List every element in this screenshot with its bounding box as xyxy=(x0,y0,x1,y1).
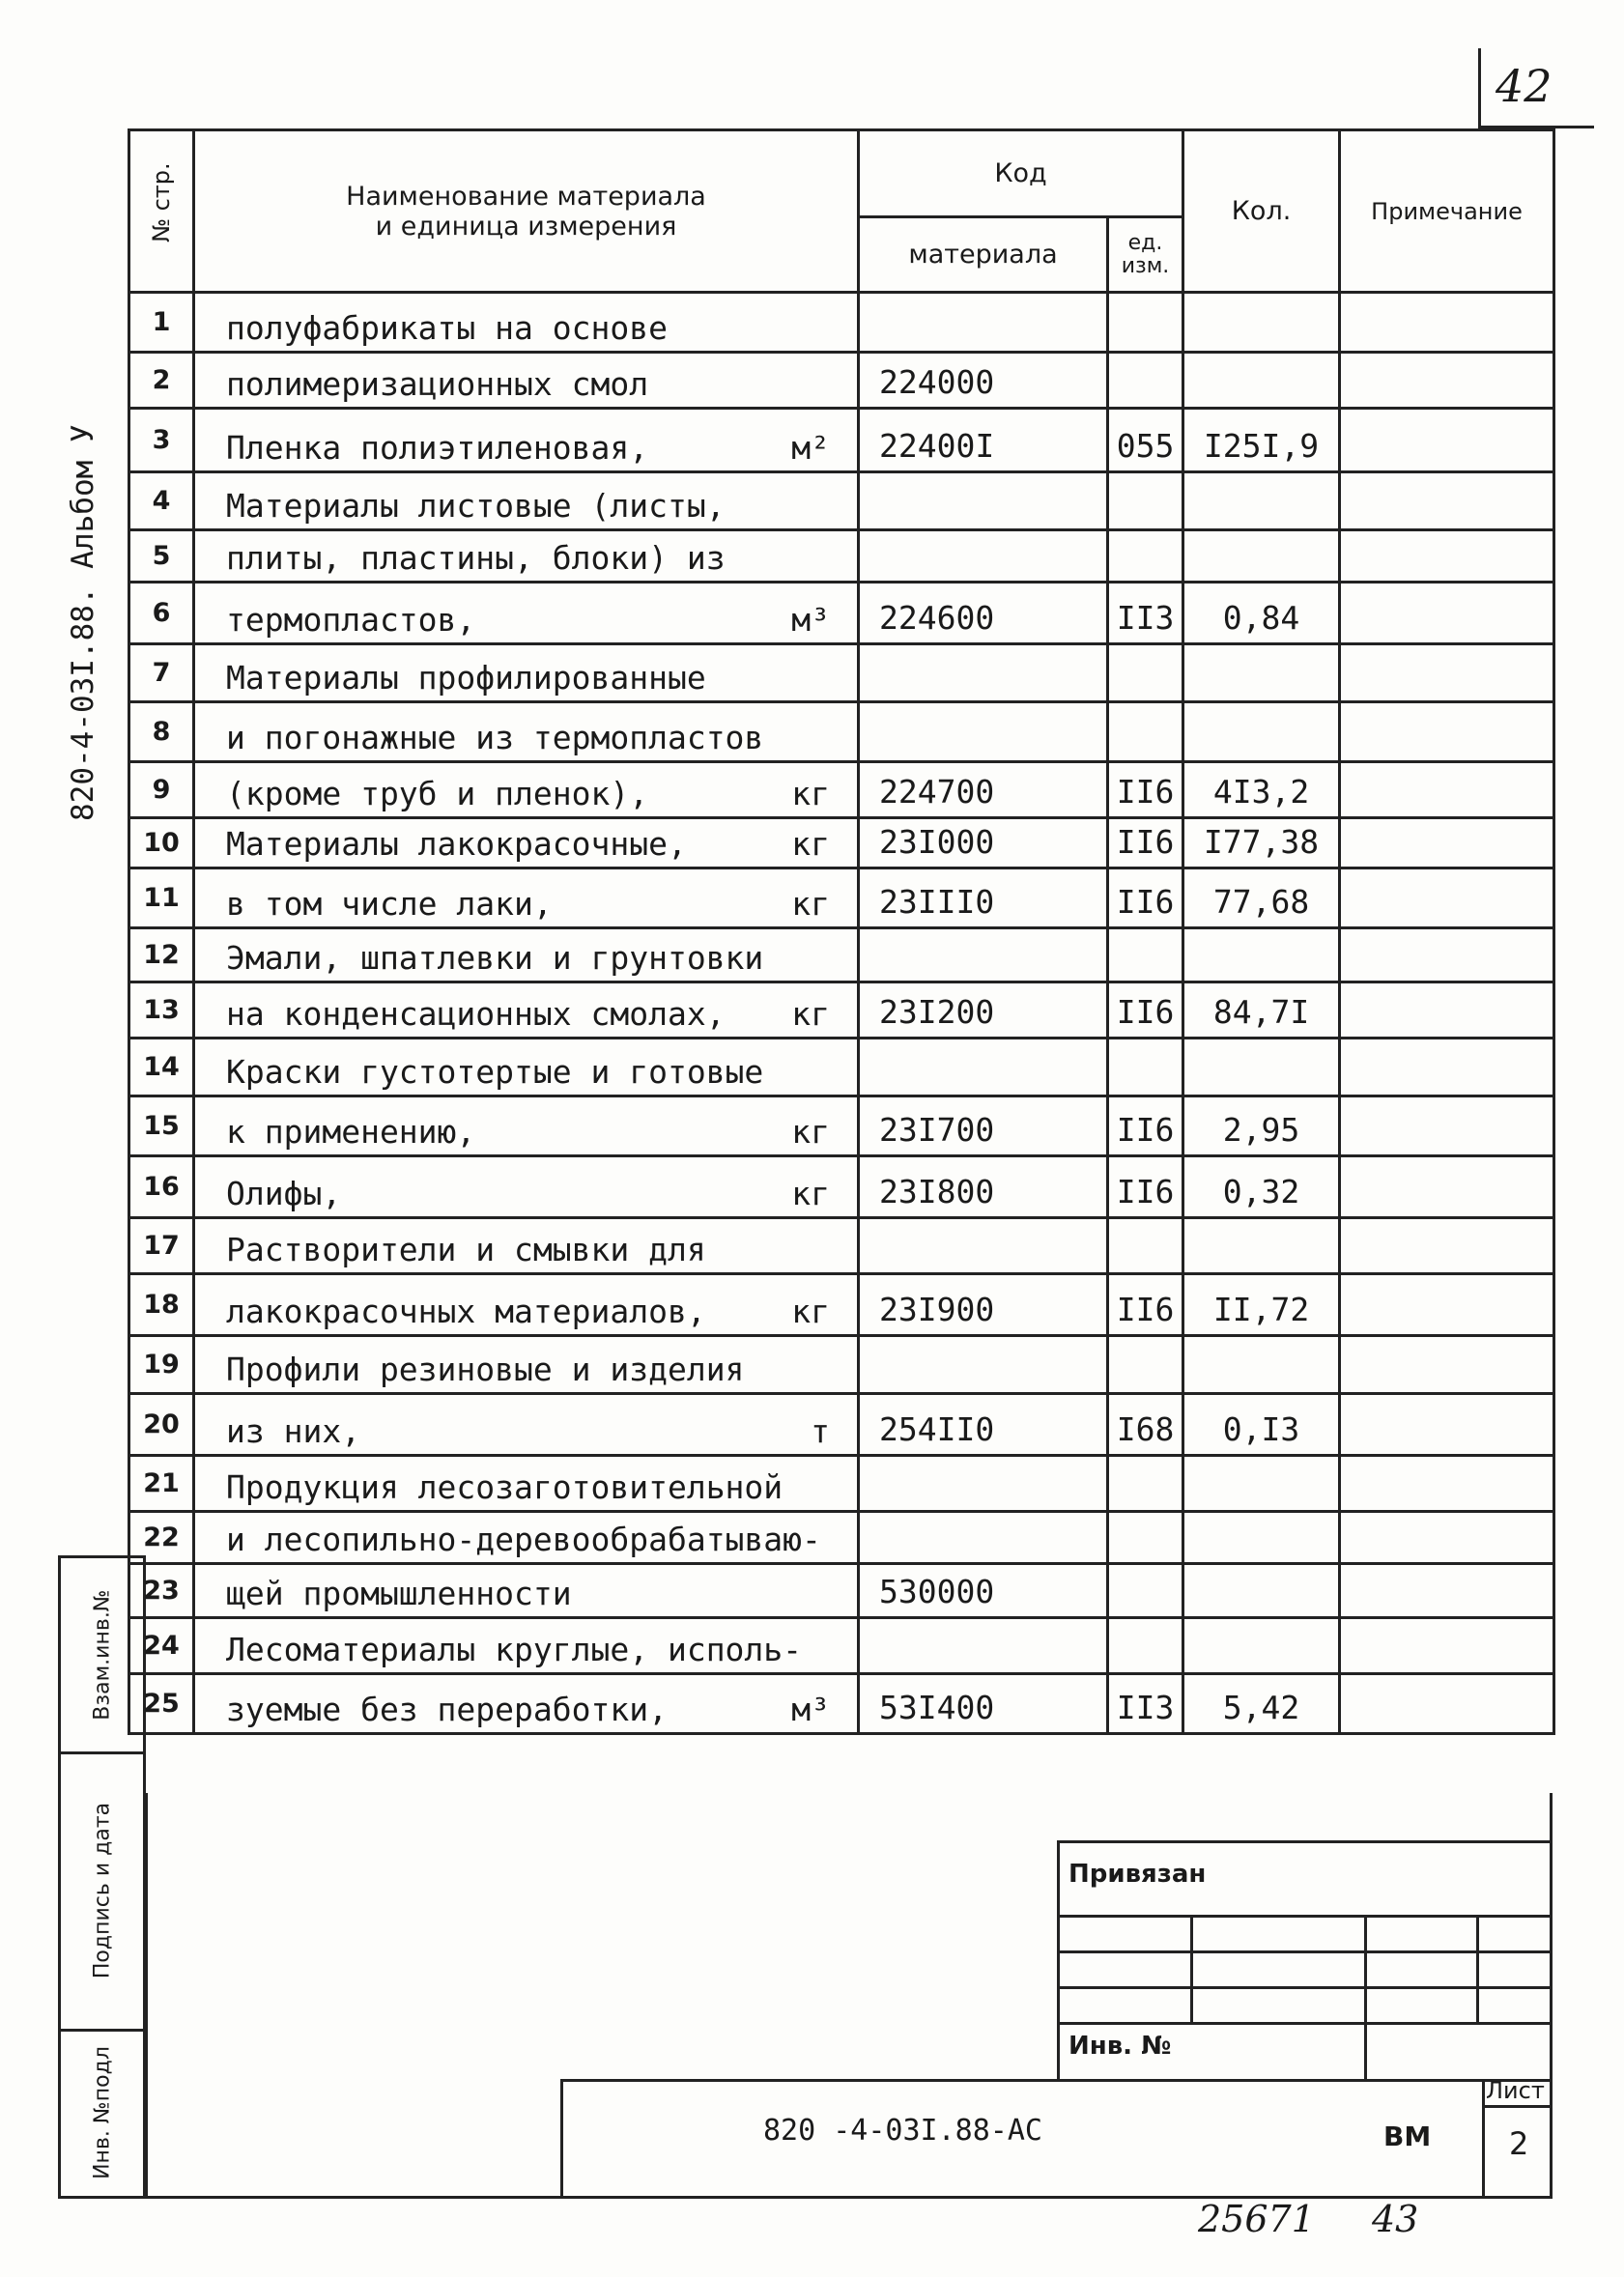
note xyxy=(1340,702,1554,762)
material-code: 23III0 xyxy=(859,868,1108,928)
material-name-text: Краски густотертые и готовые xyxy=(226,1053,764,1091)
quantity: 4I3,2 xyxy=(1183,762,1340,818)
material-name-text: (кроме труб и пленок), xyxy=(226,775,649,812)
material-name xyxy=(194,1274,859,1336)
row-number: 25 xyxy=(129,1674,194,1734)
material-code xyxy=(859,1512,1108,1564)
material-name-text: и погонажные из термопластов xyxy=(226,719,764,756)
quantity xyxy=(1183,1039,1340,1096)
unit-code: II6 xyxy=(1108,818,1183,868)
quantity xyxy=(1183,1336,1340,1394)
row-number: 15 xyxy=(129,1096,194,1156)
material-name-text: Материалы листовые (листы, xyxy=(226,487,726,525)
quantity: 0,32 xyxy=(1183,1156,1340,1218)
album-label: 820-4-03I.88. Альбом У xyxy=(66,424,100,821)
table-row xyxy=(129,1274,1554,1336)
note xyxy=(1340,982,1554,1039)
table-row xyxy=(129,1039,1554,1096)
quantity: 2,95 xyxy=(1183,1096,1340,1156)
table-row xyxy=(129,762,1554,818)
unit-code xyxy=(1108,702,1183,762)
quantity xyxy=(1183,1456,1340,1512)
header-name: Наименование материала и единица измерения xyxy=(194,130,859,293)
sheet-label: Лист xyxy=(1486,2077,1545,2104)
note xyxy=(1340,1039,1554,1096)
quantity: 84,7I xyxy=(1183,982,1340,1039)
material-code xyxy=(859,293,1108,353)
quantity: 0,I3 xyxy=(1183,1394,1340,1456)
material-code xyxy=(859,1218,1108,1274)
note xyxy=(1340,1336,1554,1394)
unit-code: I68 xyxy=(1108,1394,1183,1456)
material-name xyxy=(194,1674,859,1734)
row-number: 4 xyxy=(129,472,194,530)
table-row xyxy=(129,1394,1554,1456)
table-row xyxy=(129,409,1554,472)
document-code: 820 -4-03I.88-АС xyxy=(763,2114,1042,2148)
unit-code xyxy=(1108,1218,1183,1274)
material-name xyxy=(194,644,859,702)
note xyxy=(1340,409,1554,472)
material-name xyxy=(194,1039,859,1096)
material-name xyxy=(194,1456,859,1512)
row-number: 24 xyxy=(129,1618,194,1674)
material-name xyxy=(194,1096,859,1156)
material-name-text: лакокрасочных материалов, xyxy=(226,1293,706,1330)
material-name-text: в том числе лаки, xyxy=(226,885,553,923)
quantity xyxy=(1183,293,1340,353)
material-name xyxy=(194,1618,859,1674)
page-number-divider xyxy=(1478,48,1481,126)
table-row xyxy=(129,818,1554,868)
unit-code xyxy=(1108,644,1183,702)
unit-code: II6 xyxy=(1108,982,1183,1039)
unit-code xyxy=(1108,353,1183,409)
note xyxy=(1340,1394,1554,1456)
attached-divider-3 xyxy=(1476,1915,1479,2025)
note xyxy=(1340,1512,1554,1564)
material-code: 23I200 xyxy=(859,982,1108,1039)
material-name-text: к применению, xyxy=(226,1113,476,1151)
unit-of-measure: кг xyxy=(791,885,830,923)
row-number: 18 xyxy=(129,1274,194,1336)
note xyxy=(1340,762,1554,818)
unit-code xyxy=(1108,1336,1183,1394)
material-name-text: Материалы лакокрасочные, xyxy=(226,825,687,863)
note xyxy=(1340,928,1554,982)
unit-code: II3 xyxy=(1108,583,1183,644)
row-number: 5 xyxy=(129,530,194,583)
material-name-text: Олифы, xyxy=(226,1175,342,1212)
unit-code: II6 xyxy=(1108,1274,1183,1336)
stamp-exchange-inv: Взам.инв.№ xyxy=(58,1555,146,1754)
material-code: 53I400 xyxy=(859,1674,1108,1734)
note xyxy=(1340,530,1554,583)
unit-code xyxy=(1108,472,1183,530)
material-code xyxy=(859,1456,1108,1512)
material-code xyxy=(859,1336,1108,1394)
sheet-type: ВМ xyxy=(1383,2120,1432,2152)
note xyxy=(1340,1218,1554,1274)
table-row xyxy=(129,583,1554,644)
material-name xyxy=(194,353,859,409)
unit-code: II3 xyxy=(1108,1674,1183,1734)
header-row-no: № стр. xyxy=(129,130,194,293)
quantity xyxy=(1183,1564,1340,1618)
material-name xyxy=(194,1336,859,1394)
table-row xyxy=(129,1674,1554,1734)
quantity xyxy=(1183,1218,1340,1274)
row-number: 16 xyxy=(129,1156,194,1218)
quantity xyxy=(1183,472,1340,530)
material-name-text: полуфабрикаты на основе xyxy=(226,309,668,347)
material-name-text: Лесоматериалы круглые, исполь- xyxy=(226,1631,803,1668)
material-code: 224600 xyxy=(859,583,1108,644)
row-number: 14 xyxy=(129,1039,194,1096)
row-number: 11 xyxy=(129,868,194,928)
material-name xyxy=(194,1564,859,1618)
quantity xyxy=(1183,353,1340,409)
material-name-text: зуемые без переработки, xyxy=(226,1691,668,1728)
row-number: 2 xyxy=(129,353,194,409)
note xyxy=(1340,583,1554,644)
material-name-text: Профили резиновые и изделия xyxy=(226,1351,745,1388)
row-number: 21 xyxy=(129,1456,194,1512)
table-row xyxy=(129,702,1554,762)
row-number: 22 xyxy=(129,1512,194,1564)
material-code xyxy=(859,1618,1108,1674)
material-name xyxy=(194,1156,859,1218)
material-name-text: щей промышленности xyxy=(226,1575,572,1612)
unit-of-measure: кг xyxy=(791,995,830,1033)
table-row xyxy=(129,472,1554,530)
note xyxy=(1340,1456,1554,1512)
table-row xyxy=(129,1618,1554,1674)
unit-code xyxy=(1108,1512,1183,1564)
stamp-signature-date: Подпись и дата xyxy=(58,1751,146,2032)
material-name-text: из них, xyxy=(226,1412,361,1450)
material-name-text: Эмали, шпатлевки и грунтовки xyxy=(226,939,764,977)
row-number: 1 xyxy=(129,293,194,353)
row-number: 13 xyxy=(129,982,194,1039)
unit-of-measure: кг xyxy=(791,1293,830,1330)
material-name-text: плиты, пластины, блоки) из xyxy=(226,539,726,577)
note xyxy=(1340,1156,1554,1218)
header-code: Код xyxy=(859,130,1183,217)
quantity xyxy=(1183,1618,1340,1674)
row-number: 12 xyxy=(129,928,194,982)
material-name xyxy=(194,982,859,1039)
table-row xyxy=(129,1156,1554,1218)
quantity: I77,38 xyxy=(1183,818,1340,868)
material-code xyxy=(859,702,1108,762)
unit-of-measure: т xyxy=(811,1412,830,1450)
material-name xyxy=(194,762,859,818)
material-name xyxy=(194,868,859,928)
table-row xyxy=(129,1456,1554,1512)
page-number: 42 xyxy=(1496,60,1553,112)
material-name-text: Растворители и смывки для xyxy=(226,1231,706,1268)
material-name xyxy=(194,583,859,644)
unit-of-measure: кг xyxy=(791,775,830,812)
header-code-unit: ед. изм. xyxy=(1108,217,1183,293)
sheet-number: 2 xyxy=(1509,2125,1529,2162)
note xyxy=(1340,1096,1554,1156)
handwritten-note-1: 25671 xyxy=(1198,2198,1315,2240)
table-row xyxy=(129,1218,1554,1274)
unit-code xyxy=(1108,1039,1183,1096)
unit-code xyxy=(1108,530,1183,583)
row-number: 19 xyxy=(129,1336,194,1394)
quantity: I25I,9 xyxy=(1183,409,1340,472)
note xyxy=(1340,868,1554,928)
material-code: 530000 xyxy=(859,1564,1108,1618)
material-code: 23I700 xyxy=(859,1096,1108,1156)
unit-code: 055 xyxy=(1108,409,1183,472)
inv-label: Инв. № xyxy=(1068,2032,1172,2061)
material-name-text: Пленка полиэтиленовая, xyxy=(226,429,649,467)
handwritten-note-2: 43 xyxy=(1372,2198,1419,2240)
material-name xyxy=(194,702,859,762)
unit-code xyxy=(1108,293,1183,353)
material-name xyxy=(194,1512,859,1564)
quantity: 77,68 xyxy=(1183,868,1340,928)
table-row xyxy=(129,1564,1554,1618)
quantity xyxy=(1183,530,1340,583)
note xyxy=(1340,1564,1554,1618)
material-code: 23I900 xyxy=(859,1274,1108,1336)
table-row xyxy=(129,1336,1554,1394)
table-row xyxy=(129,293,1554,353)
material-code: 224700 xyxy=(859,762,1108,818)
unit-code: II6 xyxy=(1108,868,1183,928)
material-name xyxy=(194,530,859,583)
unit-of-measure: м³ xyxy=(791,1691,830,1728)
material-code: 23I800 xyxy=(859,1156,1108,1218)
row-number: 10 xyxy=(129,818,194,868)
material-code: 224000 xyxy=(859,353,1108,409)
row-number: 9 xyxy=(129,762,194,818)
unit-code xyxy=(1108,1456,1183,1512)
note xyxy=(1340,353,1554,409)
attached-divider-1 xyxy=(1190,1915,1193,2025)
header-quantity: Кол. xyxy=(1183,130,1340,293)
unit-of-measure: м² xyxy=(791,429,830,467)
note xyxy=(1340,1674,1554,1734)
quantity: 5,42 xyxy=(1183,1674,1340,1734)
table-row xyxy=(129,1512,1554,1564)
table-row xyxy=(129,982,1554,1039)
unit-of-measure: м³ xyxy=(791,601,830,639)
material-name-text: термопластов, xyxy=(226,601,476,639)
material-name-text: полимеризационных смол xyxy=(226,365,649,403)
quantity xyxy=(1183,644,1340,702)
row-number: 8 xyxy=(129,702,194,762)
material-code: 254II0 xyxy=(859,1394,1108,1456)
row-number: 3 xyxy=(129,409,194,472)
attached-label: Привязан xyxy=(1068,1860,1207,1889)
material-name xyxy=(194,472,859,530)
quantity: II,72 xyxy=(1183,1274,1340,1336)
material-name xyxy=(194,928,859,982)
unit-code: II6 xyxy=(1108,1096,1183,1156)
row-number: 20 xyxy=(129,1394,194,1456)
material-name-text: Продукция лесозаготовительной xyxy=(226,1468,784,1506)
note xyxy=(1340,644,1554,702)
unit-of-measure: кг xyxy=(791,1113,830,1151)
table-row xyxy=(129,1096,1554,1156)
header-code-material: материала xyxy=(859,217,1108,293)
stamp-inv-original: Инв. №подл xyxy=(58,2029,146,2199)
material-code xyxy=(859,472,1108,530)
material-code xyxy=(859,928,1108,982)
material-name-text: Материалы профилированные xyxy=(226,659,706,697)
note xyxy=(1340,818,1554,868)
material-name xyxy=(194,1394,859,1456)
material-name xyxy=(194,1218,859,1274)
material-name xyxy=(194,293,859,353)
header-note: Примечание xyxy=(1340,130,1554,293)
row-number: 17 xyxy=(129,1218,194,1274)
unit-of-measure: кг xyxy=(791,825,830,863)
unit-code: II6 xyxy=(1108,762,1183,818)
material-code: 22400I xyxy=(859,409,1108,472)
row-number: 6 xyxy=(129,583,194,644)
table-row xyxy=(129,644,1554,702)
material-code xyxy=(859,530,1108,583)
material-name-text: на конденсационных смолах, xyxy=(226,995,726,1033)
unit-code: II6 xyxy=(1108,1156,1183,1218)
row-number: 7 xyxy=(129,644,194,702)
material-name xyxy=(194,818,859,868)
material-code: 23I000 xyxy=(859,818,1108,868)
note xyxy=(1340,472,1554,530)
note xyxy=(1340,1618,1554,1674)
unit-code xyxy=(1108,1618,1183,1674)
quantity xyxy=(1183,928,1340,982)
quantity: 0,84 xyxy=(1183,583,1340,644)
quantity xyxy=(1183,1512,1340,1564)
table-row xyxy=(129,928,1554,982)
unit-code xyxy=(1108,1564,1183,1618)
material-code xyxy=(859,644,1108,702)
material-name xyxy=(194,409,859,472)
note xyxy=(1340,293,1554,353)
table-row xyxy=(129,868,1554,928)
quantity xyxy=(1183,702,1340,762)
table-row xyxy=(129,353,1554,409)
table-row xyxy=(129,530,1554,583)
unit-code xyxy=(1108,928,1183,982)
unit-of-measure: кг xyxy=(791,1175,830,1212)
material-name-text: и лесопильно-деревообрабатываю- xyxy=(226,1521,821,1558)
note xyxy=(1340,1274,1554,1336)
material-code xyxy=(859,1039,1108,1096)
row-number: 23 xyxy=(129,1564,194,1618)
materials-table xyxy=(128,128,1555,1735)
